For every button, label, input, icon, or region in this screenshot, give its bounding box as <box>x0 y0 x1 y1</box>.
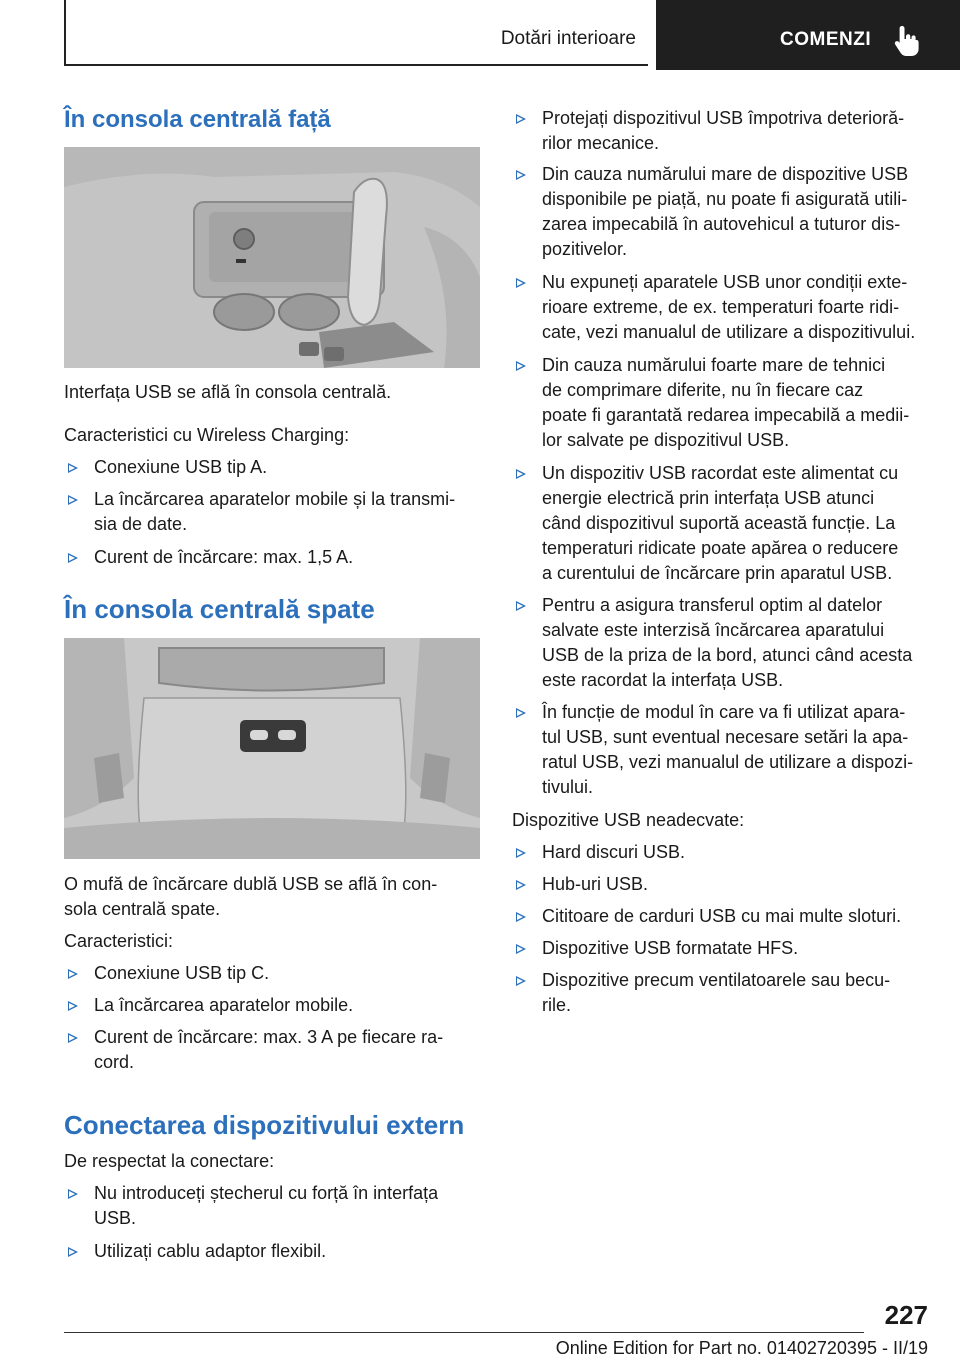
triangle-bullet-icon <box>68 553 78 563</box>
list-item: În funcție de modul în care va fi utilizat apara- tul USB, sunt eventual necesare setări la apa- ratul USB, vezi manualul de utilizare a dispozi- tivului. <box>512 700 932 800</box>
list-item: Dispozitive USB formatate HFS. <box>512 936 932 961</box>
list-item: Cititoare de carduri USB cu mai multe sloturi. <box>512 904 932 929</box>
list-item: Din cauza numărului mare de dispozitive USB disponibile pe piață, nu poate fi asigurată utili- zarea impecabilă în autovehicul a tuturor dis- pozitivelor. <box>512 162 932 262</box>
paragraph-front-location: Interfața USB se află în consola centrală. <box>64 382 392 402</box>
triangle-bullet-icon <box>516 601 526 611</box>
list-item: Curent de încărcare: max. 1,5 A. <box>64 545 480 570</box>
list-item: Nu expuneți aparatele USB unor condiții exte- rioare extreme, de ex. temperaturi foarte ridi- cate, vezi manualul de utilizare a dispozitivului. <box>512 270 932 345</box>
triangle-bullet-icon <box>68 969 78 979</box>
list-item: Pentru a asigura transferul optim al datelor salvate este interzisă încărcarea aparatului USB de la priza de la bord, atunci când acesta este racordat la interfața USB. <box>512 593 932 693</box>
triangle-bullet-icon <box>516 708 526 718</box>
list-item: Un dispozitiv USB racordat este alimentat cu energie electrică prin interfața USB atunci când dispozitivul suportă această funcție. La temperaturi ridicate poate apărea o reducere a curentului de încărcare prin aparatul USB. <box>512 461 932 586</box>
paragraph-front-features: Caracteristici cu Wireless Charging: <box>64 425 350 445</box>
triangle-bullet-icon <box>68 1001 78 1011</box>
triangle-bullet-icon <box>516 114 526 124</box>
header-rule-left <box>64 0 66 66</box>
list-item: Utilizați cablu adaptor flexibil. <box>64 1239 480 1264</box>
list-item: Hard discuri USB. <box>512 840 932 865</box>
list-item: Dispozitive precum ventilatoarele sau becu- rile. <box>512 968 932 1018</box>
footer-rule <box>64 1332 864 1333</box>
heading-connect-device: Conectarea dispozitivului extern <box>64 1110 465 1140</box>
header-section-title: Dotări interioare <box>500 28 636 49</box>
list-item: Protejați dispozitivul USB împotriva deterioră- rilor mecanice. <box>512 106 932 156</box>
triangle-bullet-icon <box>516 944 526 954</box>
triangle-bullet-icon <box>68 1189 78 1199</box>
triangle-bullet-icon <box>68 495 78 505</box>
footer-edition: Online Edition for Part no. 01402720395 - II/19 <box>555 1338 928 1358</box>
triangle-bullet-icon <box>68 1247 78 1257</box>
list-item: Hub-uri USB. <box>512 872 932 897</box>
heading-rear-console: În consola centrală spate <box>64 594 375 624</box>
pointing-hand-icon <box>892 24 922 58</box>
page-number: 227 <box>884 1300 928 1330</box>
triangle-bullet-icon <box>516 880 526 890</box>
rear-console-photo <box>64 638 480 859</box>
triangle-bullet-icon <box>516 361 526 371</box>
list-item: Conexiune USB tip C. <box>64 961 480 986</box>
triangle-bullet-icon <box>516 469 526 479</box>
paragraph-unsuitable: Dispozitive USB neadecvate: <box>512 810 745 830</box>
triangle-bullet-icon <box>516 848 526 858</box>
list-item: Din cauza numărului foarte mare de tehnici de comprimare diferite, nu în fiecare caz poate fi garantată redarea impecabilă a medii- lor salvate pe dispozitivul USB. <box>512 353 932 453</box>
front-console-photo <box>64 147 480 368</box>
paragraph-connect: De respectat la conectare: <box>64 1151 275 1171</box>
triangle-bullet-icon <box>68 1033 78 1043</box>
header-rule-bottom <box>64 64 648 66</box>
paragraph-rear-location: O mufă de încărcare dublă USB se află în con- sola centrală spate. <box>64 874 438 919</box>
triangle-bullet-icon <box>516 170 526 180</box>
list-item: Curent de încărcare: max. 3 A pe fiecare ra- cord. <box>64 1025 480 1075</box>
header-tab-label[interactable]: COMENZI <box>780 29 872 50</box>
list-item: La încărcarea aparatelor mobile și la transmi- sia de date. <box>64 487 480 537</box>
list-item: La încărcarea aparatelor mobile. <box>64 993 480 1018</box>
front-console-illustration <box>64 147 480 368</box>
list-item: Conexiune USB tip A. <box>64 455 480 480</box>
triangle-bullet-icon <box>516 912 526 922</box>
paragraph-rear-features: Caracteristici: <box>64 931 174 951</box>
list-item: Nu introduceți ștecherul cu forță în interfața USB. <box>64 1181 480 1231</box>
triangle-bullet-icon <box>516 278 526 288</box>
rear-console-illustration <box>64 638 480 859</box>
triangle-bullet-icon <box>516 976 526 986</box>
heading-front-console: În consola centrală față <box>64 106 331 133</box>
triangle-bullet-icon <box>68 463 78 473</box>
